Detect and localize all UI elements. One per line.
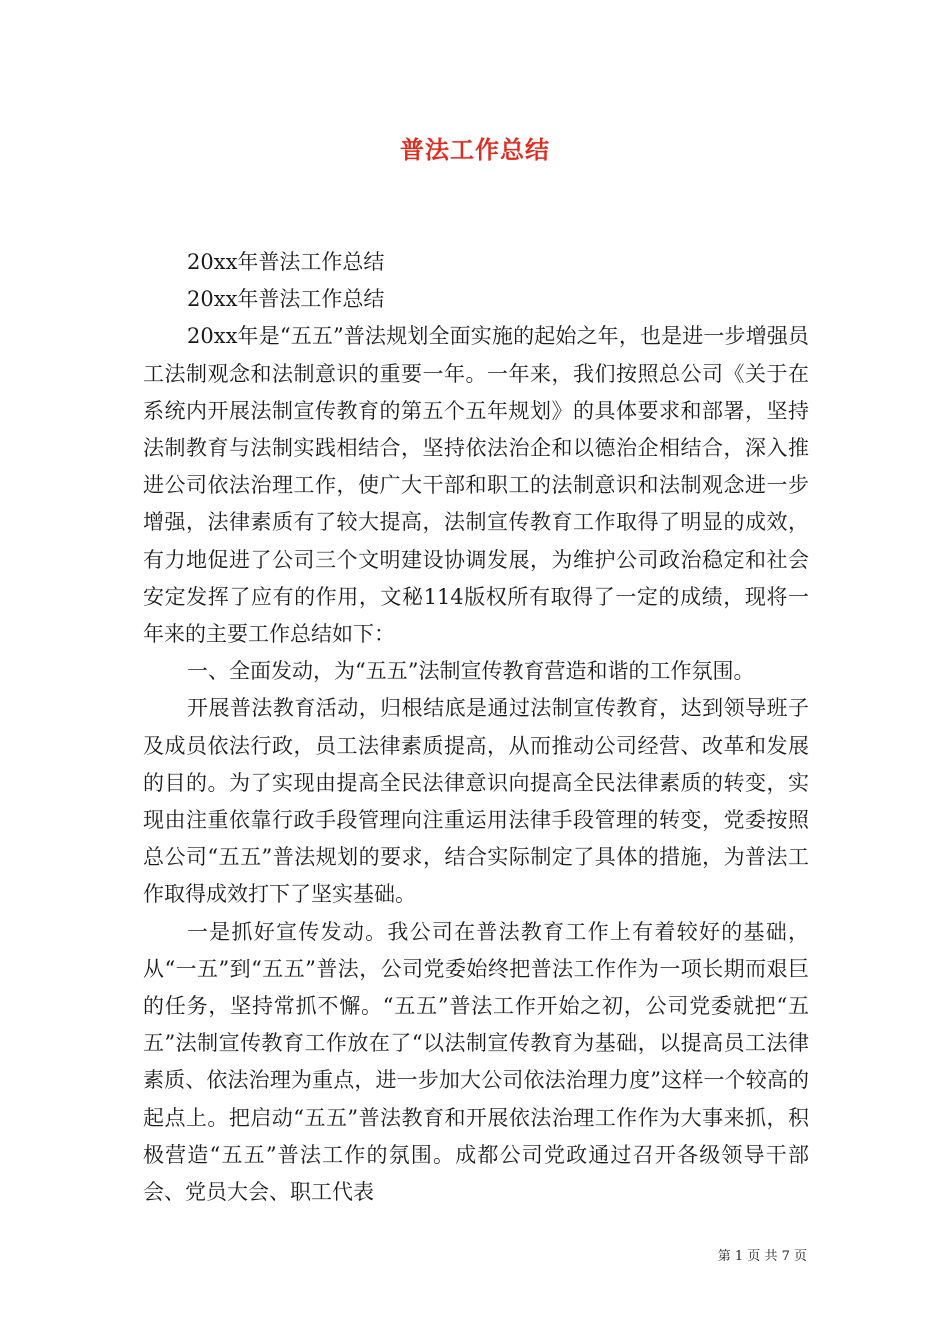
page-number-footer: 第 1 页 共 7 页: [717, 1249, 807, 1264]
section-heading-1: 一、全面发动，为“五五”法制宣传教育营造和谐的工作氛围。: [187, 659, 755, 684]
paragraph-intro: 20xx年是“五五”普法规划全面实施的起始之年，也是进一步增强员工法制观念和法制意识的重要一年。一年来，我们按照总公司《关于在系统内开展法制宣传教育的第五个五年规划》的具体要求和部署，坚持法制教育与法制实践相结合，坚持依法治企和以德治企相结合，深入推进公司依法治理工作，使广大干部和职工的法制意识和法制观念进一步增强，法律素质有了较大提高，法制宣传教育工作取得了明显的成效，有力地促进了公司三个文明建设协调发展，为维护公司政治稳定和社会安定发挥了应有的作用，文秘114版权所有取得了一定的成绩，现将一年来的主要工作总结如下：: [143, 324, 809, 647]
paragraph-subtitle-1: 20xx年普法工作总结: [187, 250, 385, 274]
paragraph-subtitle-2: 20xx年普法工作总结: [187, 287, 385, 312]
document-body: [143, 244, 809, 1211]
paragraph-section-1: 开展普法教育活动，归根结底是通过法制宣传教育，达到领导班子及成员依法行政，员工法律素质提高，从而推动公司经营、改革和发展的目的。为了实现由提高全民法律意识向提高全民法律素质的转变，实现由注重依靠行政手段管理向注重运用法律手段管理的转变，党委按照总公司“五五”普法规划的要求，结合实际制定了具体的措施，为普法工作取得成效打下了坚实基础。: [143, 696, 809, 907]
document-title: 普法工作总结: [400, 135, 550, 164]
paragraph-point-1: 一是抓好宣传发动。我公司在普法教育工作上有着较好的基础，从“一五”到“五五”普法，公司党委始终把普法工作作为一项长期而艰巨的任务，坚持常抓不懈。“五五”普法工作开始之初，公司党委就把“五五”法制宣传教育工作放在了“以法制宣传教育为基础，以提高员工法律素质、依法治理为重点，进一步加大公司依法治理力度”这样一个较高的起点上。把启动“五五”普法教育和开展依法治理工作作为大事来抓，积极营造“五五”普法工作的氛围。成都公司党政通过召开各级领导干部会、党员大会、职工代表: [143, 919, 809, 1205]
